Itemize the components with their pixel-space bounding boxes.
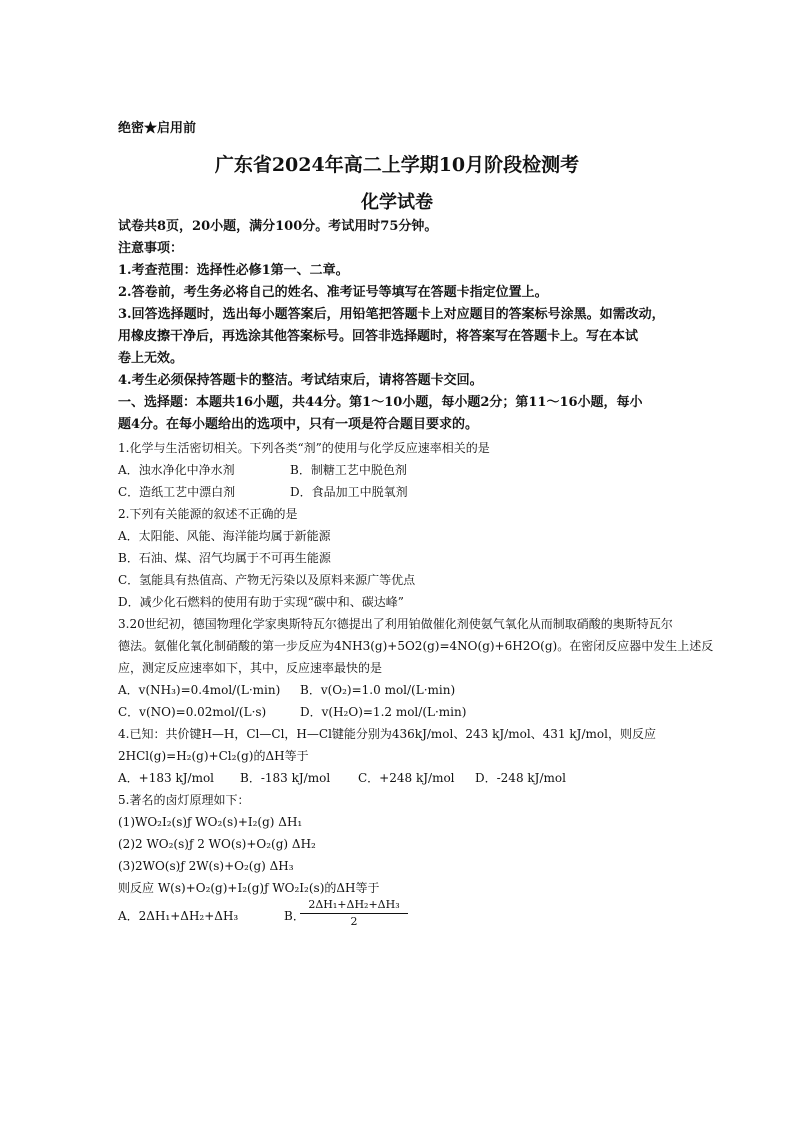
- q5-option-a: A．2ΔH₁+ΔH₂+ΔH₃: [118, 909, 239, 923]
- q1-option-d: D．食品加工中脱氧剂: [290, 485, 408, 499]
- q2-option-c: C．氢能具有热值高、产物无污染以及原料来源广等优点: [118, 573, 416, 587]
- exam-info: 试卷共8页，20小题，满分100分。考试用时75分钟。: [118, 219, 438, 234]
- q3-option-d: D．v(H₂O)=1.2 mol/(L·min): [300, 705, 467, 719]
- exam-subtitle: 化学试卷: [361, 192, 433, 213]
- notice-item: 卷上无效。: [118, 351, 184, 366]
- q2-option-b: B．石油、煤、沼气均属于不可再生能源: [118, 551, 331, 565]
- question-1-stem: 1.化学与生活密切相关。下列各类“剂”的使用与化学反应速率相关的是: [118, 441, 490, 455]
- fraction-numerator: 2ΔH₁+ΔH₂+ΔH₃: [308, 898, 400, 911]
- q5-option-b-fraction: [300, 898, 408, 928]
- question-4-stem: 2HCl(g)=H₂(g)+Cl₂(g)的ΔH等于: [118, 749, 309, 763]
- question-4-stem: 4.已知：共价键H—H，Cl—Cl，H—Cl键能分别为436kJ/mol、243 kJ/mol、431 kJ/mol，则反应: [118, 727, 656, 741]
- q5-reaction-3: (3)2WO(s)ƒ 2W(s)+O₂(g) ΔH₃: [118, 859, 294, 873]
- notice-item: 用橡皮擦干净后，再选涂其他答案标号。回答非选择题时，将答案写在答题卡上。写在本试: [118, 329, 639, 344]
- notice-item: 2.答卷前，考生务必将自己的姓名、准考证号等填写在答题卡指定位置上。: [118, 285, 548, 300]
- fraction-bar: [300, 913, 408, 914]
- q5-reaction-2: (2)2 WO₂(s)ƒ 2 WO(s)+O₂(g) ΔH₂: [118, 837, 316, 851]
- exam-title: 广东省2024年高二上学期10月阶段检测考: [214, 154, 580, 176]
- question-3-stem: 3.20世纪初，德国物理化学家奥斯特瓦尔德提出了利用铂做催化剂使氨气氧化从而制取硝酸的奥斯特瓦尔: [118, 617, 673, 631]
- q2-option-a: A．太阳能、风能、海洋能均属于新能源: [118, 529, 331, 543]
- question-3-stem: 德法。氨催化氧化制硝酸的第一步反应为4NH3(g)+5O2(g)=4NO(g)+6H2O(g)。在密闭反应器中发生上述反: [118, 639, 714, 653]
- question-5-stem: 5.著名的卤灯原理如下：: [118, 793, 250, 807]
- q1-option-c: C．造纸工艺中漂白剂: [118, 485, 236, 499]
- q4-option-a: A．+183 kJ/mol: [118, 771, 215, 785]
- q3-option-c: C．v(NO)=0.02mol/(L·s): [118, 705, 267, 719]
- q5-reaction-1: (1)WO₂I₂(s)ƒ WO₂(s)+I₂(g) ΔH₁: [118, 815, 303, 829]
- notice-label: 注意事项：: [118, 241, 184, 256]
- q2-option-d: D．减少化石燃料的使用有助于实现“碳中和、碳达峰”: [118, 595, 404, 609]
- q4-option-c: C．+248 kJ/mol: [358, 771, 455, 785]
- notice-item: 1.考查范围：选择性必修1第一、二章。: [118, 263, 349, 278]
- fraction-denominator: 2: [350, 915, 358, 928]
- question-3-stem: 应，测定反应速率如下，其中，反应速率最快的是: [118, 661, 383, 675]
- q3-option-a: A．v(NH₃)=0.4mol/(L·min): [118, 683, 281, 697]
- confidential-mark: 绝密★启用前: [118, 121, 197, 136]
- question-2-stem: 2.下列有关能源的叙述不正确的是: [118, 507, 298, 521]
- section-heading: 题4分。在每小题给出的选项中，只有一项是符合题目要求的。: [118, 417, 479, 432]
- q4-option-d: D．-248 kJ/mol: [475, 771, 566, 785]
- q1-option-b: B．制糖工艺中脱色剂: [290, 463, 407, 477]
- notice-item: 4.考生必须保持答题卡的整洁。考试结束后，请将答题卡交回。: [118, 373, 483, 388]
- q5-option-b-label: B．: [284, 909, 305, 923]
- section-heading: 一、选择题：本题共16小题，共44分。第1～10小题，每小题2分；第11～16小题，每小: [118, 395, 643, 410]
- q4-option-b: B．-183 kJ/mol: [240, 771, 331, 785]
- q1-option-a: A．浊水净化中净水剂: [118, 463, 235, 477]
- q3-option-b: B．v(O₂)=1.0 mol/(L·min): [300, 683, 456, 697]
- notice-item: 3.回答选择题时，选出每小题答案后，用铅笔把答题卡上对应题目的答案标号涂黑。如需改动，: [118, 307, 665, 322]
- q5-question: 则反应 W(s)+O₂(g)+I₂(g)ƒ WO₂I₂(s)的ΔH等于: [118, 881, 380, 895]
